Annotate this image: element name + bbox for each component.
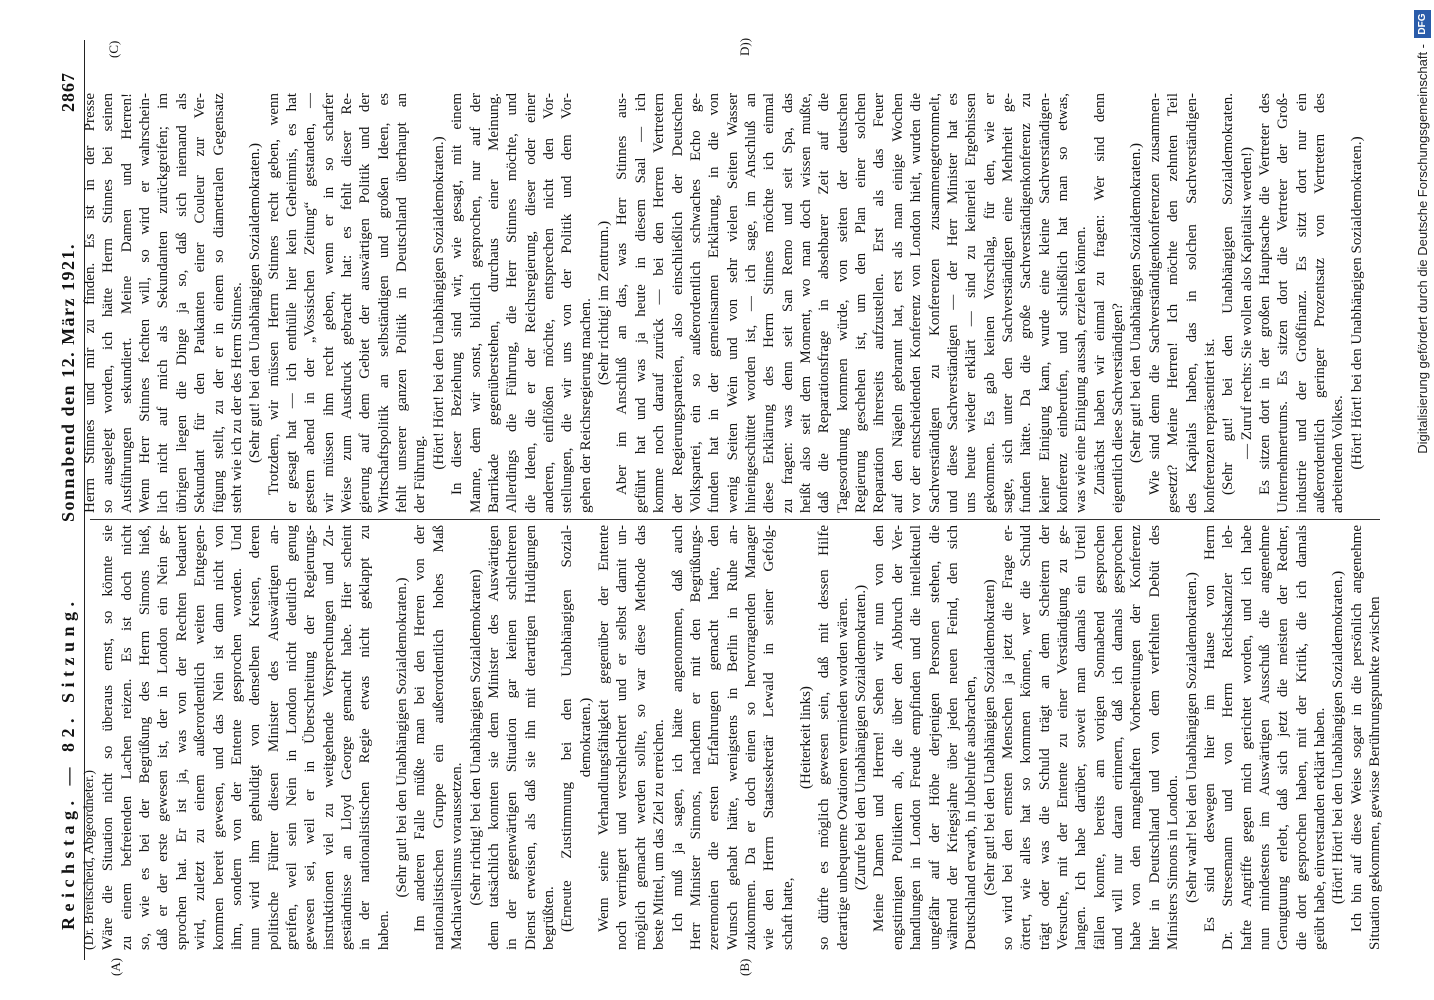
text-line: nationalistischen Gruppe ein außerordentlich hohes Maß (430, 525, 447, 950)
text-line: hier in Deutschland und von dem verfehlten Debüt des (1146, 525, 1163, 950)
text-line: Dienst erweisen, als daß sie ihn mit derartigen Huldigungen (522, 525, 539, 950)
text-line: Wunsch gehabt hätte, wenigstens in Berlin in Ruhe an- (724, 525, 741, 950)
text-line: Wäre die Situation nicht so überaus ernst, so könnte sie (100, 525, 117, 950)
interjection-line: (Sehr gut! bei den Unabhängigen Sozialdemokraten.) (1128, 143, 1145, 463)
left-column (81, 525, 1385, 950)
text-line: komme noch darauf zurück — bei den Herren Vertretern (651, 93, 668, 513)
text-line: eigentlich diese Sachverständigen? (1110, 303, 1127, 513)
text-line: In dieser Beziehung sind wir, wie gesagt, mit einem (449, 93, 466, 495)
text-line: möglich gemacht werden sollte, so war diese Methode das (632, 525, 649, 950)
text-line: Trotzdem, wir müssen Herrn Stinnes recht geben, wenn (265, 93, 282, 495)
text-line: er gesagt hat — ich enthülle hier kein Geheimnis, es hat (283, 93, 300, 513)
page-number: 2867 (58, 72, 78, 112)
text-line: Genugtuung erlebt, daß sich jetzt die meisten der Redner, (1275, 525, 1292, 950)
text-line: übrigen liegen die Dinge ja so, daß sich niemand als (173, 93, 190, 513)
text-line: außerordentlich geringer Prozentsatz von Vertretern des (1312, 93, 1329, 513)
interjection-line: demokraten.) (577, 697, 594, 778)
text-line: daß er der erste gewesen ist, der in London ein Nein ge- (155, 525, 172, 950)
text-line: langen. Ich habe darüber, soweit man damals ein Urteil (1073, 525, 1090, 950)
text-line: Regierung geschehen ist, um den Plan einer solchen (853, 93, 870, 513)
text-line: habe von den mangelhaften Vorbereitungen der Konferenz (1128, 525, 1145, 950)
interjection-line: (Sehr gut! bei den Unabhängigen Sozialdemokraten.) (247, 143, 264, 463)
text-line: Es sind deswegen hier im Hause von Herrn (1201, 525, 1218, 932)
text-line: Herrn Stinnes und mir zu finden. Es ist in der Presse (82, 93, 98, 513)
text-line: zu fragen: was denn seit San Remo und seit Spa, das (779, 93, 796, 513)
text-line: hafte Angriffe gegen mich gerichtet worden, und ich habe (1238, 525, 1255, 950)
text-line: wir müssen ihm recht geben, wenn er in so scharfer (320, 93, 337, 513)
text-line: keiner Einigung kam, wurde eine kleine Sachverständigen- (1036, 93, 1053, 513)
margin-marker-b: (B) (737, 958, 752, 976)
interjection-line: (Sehr richtig! im Zentrum.) (596, 220, 613, 386)
text-line: Wenn seine Verhandlungsfähigkeit gegenüber der Entente (596, 525, 613, 932)
text-line: gewesen sei, weil er in Überschreitung der Regierungs- (302, 525, 319, 950)
text-line: uns heute wieder erklärt — sind zu keinerlei Ergebnissen (963, 93, 980, 513)
text-line: geübt habe, einverstanden erklärt haben. (1312, 707, 1329, 950)
text-line: örtert, wie alles hat so kommen können, wer die Schuld (1018, 525, 1035, 950)
text-line: ihm, sondern von der Entente gesprochen worden. Und (228, 525, 245, 950)
right-column (81, 93, 1366, 513)
text-line: wird, zuletzt zu einem außerordentlich weiten Entgegen- (192, 525, 209, 950)
text-line: was wie eine Einigung aussah, erzielen können. (1073, 226, 1090, 513)
column-rule (90, 519, 1380, 520)
text-line: so wird bei den ernsten Menschen ja jetzt die Frage er- (999, 525, 1016, 950)
text-line: stellungen, die wir uns von der Politik und dem Vor- (559, 93, 576, 513)
text-line: Herr Minister Simons, nachdem er mit den Begrüßungs- (687, 525, 704, 950)
interjection-line: (Zurufe bei den Unabhängigen Sozialdemokraten.) (853, 584, 870, 891)
text-line: Wie sind denn die Sachverständigenkonferenzen zusammen- (1146, 93, 1163, 495)
text-line: Aber im Anschluß an das, was Herr Stinnes aus- (614, 93, 631, 495)
interjection-line: (Hört! Hört! bei den Unabhängigen Sozialdemokraten.) (1330, 570, 1347, 905)
interjection-line: (Heiterkeit links) (798, 686, 815, 789)
text-line: nun wird ihm gehuldigt von denselben Kreisen, deren (247, 525, 264, 950)
text-line: konferenzen repräsentiert ist. (1201, 338, 1218, 513)
text-line: derartige unbequeme Ovationen vermieden worden wären. (834, 597, 851, 950)
text-line: fehlt unserer ganzen Politik in Deutschland überhaupt an (394, 93, 411, 513)
text-line: Sachverständigen zu Konferenzen zusammengetrommelt, (926, 93, 943, 513)
text-line: Allerdings die Führung, die Herr Stinnes möchte, und (504, 93, 521, 513)
text-line: engstirnigen Politikern ab, die über den Abbruch der Ver- (889, 525, 906, 950)
text-line: Tagesordnung kommen würde, von seiten der deutschen (834, 93, 851, 513)
text-line: steht wie ich zu der des Herrn Stinnes. (228, 282, 245, 513)
text-line: zeremonien die ersten Erfahrungen gemacht hatte, den (706, 525, 723, 950)
text-line: beste Mittel, um das Ziel zu erreichen. (651, 719, 668, 950)
text-line: so, wie es bei der Begrüßung des Herrn Simons hieß, (137, 525, 154, 950)
interjection-line: (Erneute Zustimmung bei den Unabhängigen Sozial- (559, 525, 576, 932)
dfg-credit: Digitalisierung gefördert durch die Deutsche Forschungsgemeinschaft - (1415, 44, 1430, 454)
text-line: Reparation ihrerseits aufzustellen. Erst als das Feuer (871, 93, 888, 513)
text-line: während der Kriegsjahre über jeden neuen Feind, den sich (944, 525, 961, 950)
interjection-line: (Sehr gut! bei den Unabhängigen Sozialdemokraten) (981, 579, 998, 896)
text-line: lich nicht auf mich als Sekundanten zurückgreifen; im (155, 93, 172, 513)
text-line: arbeitenden Volkes. (1330, 395, 1347, 513)
header-session: Reichstag. — 82. Sitzung. (58, 596, 78, 930)
text-line: in der nationalistischen Regie etwas nicht geklappt zu (357, 525, 374, 950)
text-line: zu einem befreienden Lachen reizen. Es ist doch nicht (118, 525, 135, 950)
text-line: geführt hat und was ja heute in diesem Saal — ich (632, 93, 649, 513)
margin-marker-a: (A) (108, 957, 123, 976)
text-line: gestern abend in der „Vossischen Zeitung“ gestanden, — (302, 93, 319, 513)
text-line: des Kapitals haben, das in solchen Sachverständigen- (1183, 93, 1200, 513)
text-line: konferenz einberufen, und schließlich hat man so etwas, (1055, 93, 1072, 513)
text-line: diese Erklärung des Herrn Stinnes möchte ich einmal (761, 93, 778, 513)
text-line: politische Führer diesen Minister des Auswärtigen an- (265, 525, 282, 950)
text-line: wenig Seiten Wein und von sehr vielen Seiten Wasser (724, 93, 741, 513)
text-line: zukommen. Da er doch einen so hervorragenden Manager (742, 525, 759, 950)
interjection-line: (Hört! Hört! bei den Unabhängigen Sozialdemokraten.) (430, 136, 447, 470)
text-line: Wenn Herr Stinnes fechten will, so wird er wahrschein- (137, 93, 154, 513)
text-line: denn tatsächlich konnten sie dem Minister des Auswärtigen (485, 525, 502, 950)
text-line: Weise zum Ausdruck gebracht hat: es fehlt dieser Re- (339, 93, 356, 513)
text-line: geständnisse an Lloyd George gemacht habe. Hier scheint (339, 525, 356, 950)
text-line: greifen, weil sein Nein in London nicht deutlich genug (283, 525, 300, 950)
text-line: anderen, einflößen möchte, entsprechen nicht den Vor- (540, 93, 557, 513)
text-line: begrüßten. (540, 886, 557, 950)
text-line: daß die Reparationsfrage in absehbarer Zeit auf die (816, 93, 833, 513)
text-line: so dürfte es möglich gewesen sein, daß mit dessen Hilfe (816, 525, 833, 950)
text-line: so ausgelegt worden, ich hätte Herrn Stinnes bei seinen (100, 93, 117, 513)
text-line: Unternehmertums. Es sitzen dort die Vertreter der Groß- (1275, 93, 1292, 513)
text-line: Es sitzen dort in der großen Hauptsache die Vertreter des (1257, 93, 1273, 495)
interjection-line: — Zuruf rechts: Sie wollen also Kapitalist werden!) (1238, 147, 1255, 459)
text-line: ungefähr auf der Höhe derjenigen Personen stehen, die (926, 525, 943, 950)
text-line: gierung auf dem Gebiet der auswärtigen Politik und der (357, 93, 374, 513)
text-line: die dort gesprochen haben, mit der Kritik, die ich damals (1293, 525, 1310, 950)
text-line: haben. (375, 910, 392, 950)
text-line: Situation gekommen, gewisse Berührungspunkte zwischen (1367, 596, 1384, 950)
interjection-line: (Hört! Hört! bei den Unabhängigen Sozialdemokraten.) (1348, 136, 1365, 470)
text-line: funden hat in der gemeinsamen Erklärung, in die von (706, 93, 723, 513)
text-line: trägt oder was die Schuld trägt an dem Scheitern der (1036, 525, 1053, 950)
text-line: sprochen hat. Er ist ja, was von der Rechten bedauert (173, 525, 190, 950)
interjection-line: (Sehr wahr! bei den Unabhängigen Sozialdemokraten.) (1183, 572, 1200, 903)
text-line: auf den Nägeln gebrannt hat, erst als man einige Wochen (889, 93, 906, 513)
text-line: industrie und der Großfinanz. Es sitzt dort nur ein (1293, 93, 1310, 513)
header-date: Sonnabend den 12. März 1921. (58, 242, 78, 522)
text-line: vor der entscheidenden Konferenz von London hielt, wurden die (908, 93, 925, 513)
text-line: Barrikade gegenüberstehen, durchaus einer Meinung. (485, 93, 502, 513)
text-line: der Regierungsparteien, also einschließlich der Deutschen (669, 93, 686, 513)
text-line: gesetzt? Meine Herren! Ich möchte den zehnten Teil (1165, 93, 1182, 513)
interjection-line: (Sehr gut! bei den Unabhängigen Sozialdemokraten.) (394, 577, 411, 898)
speaker-line: (Dr. Breitscheid, Abgeordneter.) (82, 769, 97, 950)
text-line: sagte, sich unter den Sachverständigen eine Mehrheit ge- (999, 93, 1016, 513)
text-line: Dr. Stresemann und von Herrn Reichskanzler leb- (1220, 525, 1237, 950)
text-line: handlungen in London Freude empfinden und die intellektuell (908, 525, 925, 950)
text-line: Volkspartei, ein so außerordentlich schwaches Echo ge- (687, 93, 704, 513)
text-line: gekommen. Es gab keinen Vorschlag, für den, wie er (981, 93, 998, 513)
margin-marker-c: (C) (106, 40, 121, 58)
text-line: Wirtschaftspolitik an selbständigen und großen Ideen, es (375, 93, 392, 513)
text-line: Im anderen Falle müßte man bei den Herren von der (412, 525, 429, 932)
text-line: Ausführungen sekundiert. Meine Damen und Herren! (118, 93, 135, 513)
text-line: nun mindestens im Auswärtigen Ausschuß die angenehme (1257, 525, 1273, 950)
interjection-line: (Sehr gut! bei den Unabhängigen Sozialdemokraten. (1220, 93, 1237, 495)
text-line: wie den Herrn Staatssekretär Lewald in seiner Gefolg- (761, 525, 778, 950)
text-line: fügung stellt, zu der er in einem so diametralen Gegensatz (210, 93, 227, 513)
text-line: schaft hatte, (779, 877, 796, 950)
margin-marker-d: D)) (737, 37, 752, 56)
text-line: fällen konnte, bereits am vorigen Sonnabend gesprochen (1091, 525, 1108, 950)
dfg-logo: DFG (1414, 10, 1431, 38)
interjection-line: (Sehr richtig! bei den Unabhängigen Sozialdemokraten) (467, 569, 484, 906)
text-line: Ich muß ja sagen, ich hätte angenommen, daß auch (669, 525, 686, 932)
text-line: der Führung. (412, 435, 429, 513)
text-line: Versuche, mit der Entente zu einer Verständigung zu ge- (1055, 525, 1072, 950)
text-line: noch verringert und verschlechtert und er selbst damit un- (614, 525, 631, 950)
text-line: funden hätte. Da die große Sachverständigenkonferenz zu (1018, 93, 1035, 513)
text-line: Sekundant für den Paukanten einer Couleur zur Ver- (192, 93, 209, 513)
text-line: Zunächst haben wir einmal zu fragen: Wer sind denn (1091, 93, 1108, 495)
text-line: Ich bin auf diese Weise sogar in die persönlich angenehme (1348, 525, 1365, 932)
text-line: gehen der Reichsregierung machen. (577, 298, 594, 513)
text-line: hineingeschüttet worden ist, — ich sage, im Anschluß an (742, 93, 759, 513)
text-line: Manne, dem wir sonst, bildlich gesprochen, nur auf der (467, 93, 484, 513)
text-line: in der gegenwärtigen Situation gar keinen schlechteren (504, 525, 521, 950)
text-line: die Ideen, die er der Reichsregierung, dieser oder einer (522, 93, 539, 513)
text-line: instruktionen viel zu weitgehende Versprechungen und Zu- (320, 525, 337, 950)
text-line: Ministers Simons in London. (1165, 774, 1182, 950)
text-line: heißt also seit dem Moment, wo man doch wissen mußte, (798, 93, 815, 513)
text-line: Deutschland erwarb, in Jubelrufe ausbrachen, (963, 675, 980, 950)
text-line: Meine Damen und Herren! Sehen wir nun von den (871, 525, 888, 932)
text-line: kommen bereit gewesen, und das Nein ist dann nicht von (210, 525, 227, 950)
text-line: Machiavellismus voraussetzen. (449, 762, 466, 950)
text-line: und will nur daran erinnern, daß ich damals gesprochen (1110, 525, 1127, 950)
text-line: und diese Sachverständigen — der Herr Minister hat es (944, 93, 961, 513)
